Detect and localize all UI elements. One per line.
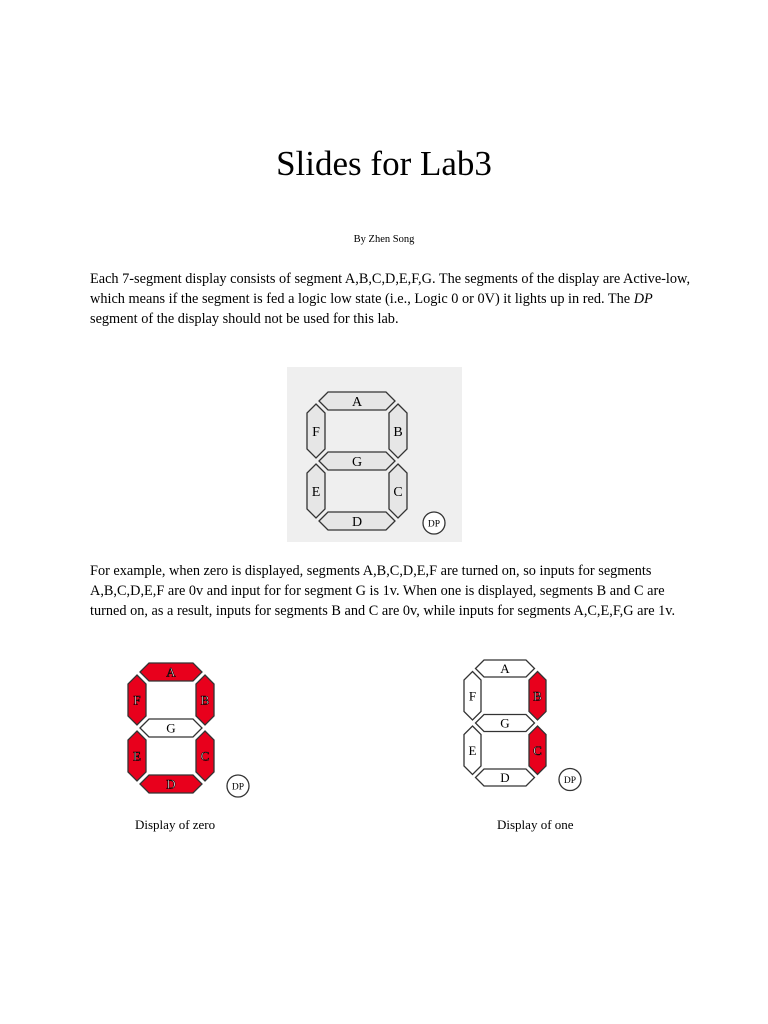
segment-label-c: C xyxy=(533,742,542,758)
intro-paragraph xyxy=(90,269,690,329)
example-paragraph xyxy=(90,561,690,621)
intro-text-1: Each 7-segment display consists of segment A,B,C,D,E,F,G. The segments of the display are Active-low, which means if the segment is fed a logic low state (i.e., Logic 0 or 0V) it lights up in red. The xyxy=(90,271,691,307)
segment-label-g: G xyxy=(166,720,176,736)
segment-label-d: D xyxy=(351,514,363,530)
segment-label-g: G xyxy=(351,454,363,470)
dp-label: DP xyxy=(563,776,577,786)
caption-one: Display of one xyxy=(497,817,574,832)
segment-label-a: A xyxy=(351,394,363,410)
one-display-diagram xyxy=(452,655,582,795)
segment-label-e: E xyxy=(468,742,477,758)
segment-label-c: C xyxy=(200,748,210,764)
segment-label-e: E xyxy=(311,484,321,500)
example-text: For example, when zero is displayed, segments A,B,C,D,E,F are turned on, so inputs for segments A,B,C,D,E,F are 0v and input for for segment G is 1v. When one is displayed, segments B and C are turned on, as a result, inputs for segments B and C are 0v, while inputs for segments A,C,E,F,G are 1v. xyxy=(90,563,676,619)
segment-label-a: A xyxy=(500,661,510,677)
segment-label-e: E xyxy=(133,748,141,764)
segment-label-f: F xyxy=(312,424,320,440)
intro-text-2: segment of the display should not be used for this lab. xyxy=(90,311,399,327)
segment-label-f: F xyxy=(133,692,141,708)
segment-label-f: F xyxy=(468,688,477,704)
segment-label-b: B xyxy=(533,688,542,704)
dp-label: DP xyxy=(231,782,245,793)
segment-label-b: B xyxy=(393,424,403,440)
caption-zero: Display of zero xyxy=(135,817,216,832)
segment-label-d: D xyxy=(166,776,176,792)
segment-label-b: B xyxy=(200,692,210,708)
segment-label-d: D xyxy=(500,770,510,786)
dp-term: DP xyxy=(633,291,653,307)
segment-label-g: G xyxy=(500,715,510,731)
segment-label-a: A xyxy=(166,664,176,680)
zero-display-diagram xyxy=(110,655,255,800)
segment-diagram xyxy=(287,367,462,542)
author-line: By Zhen Song xyxy=(353,234,415,245)
page-title: Slides for Lab3 xyxy=(276,144,492,183)
dp-label: DP xyxy=(427,519,441,530)
segment-label-c: C xyxy=(393,484,403,500)
